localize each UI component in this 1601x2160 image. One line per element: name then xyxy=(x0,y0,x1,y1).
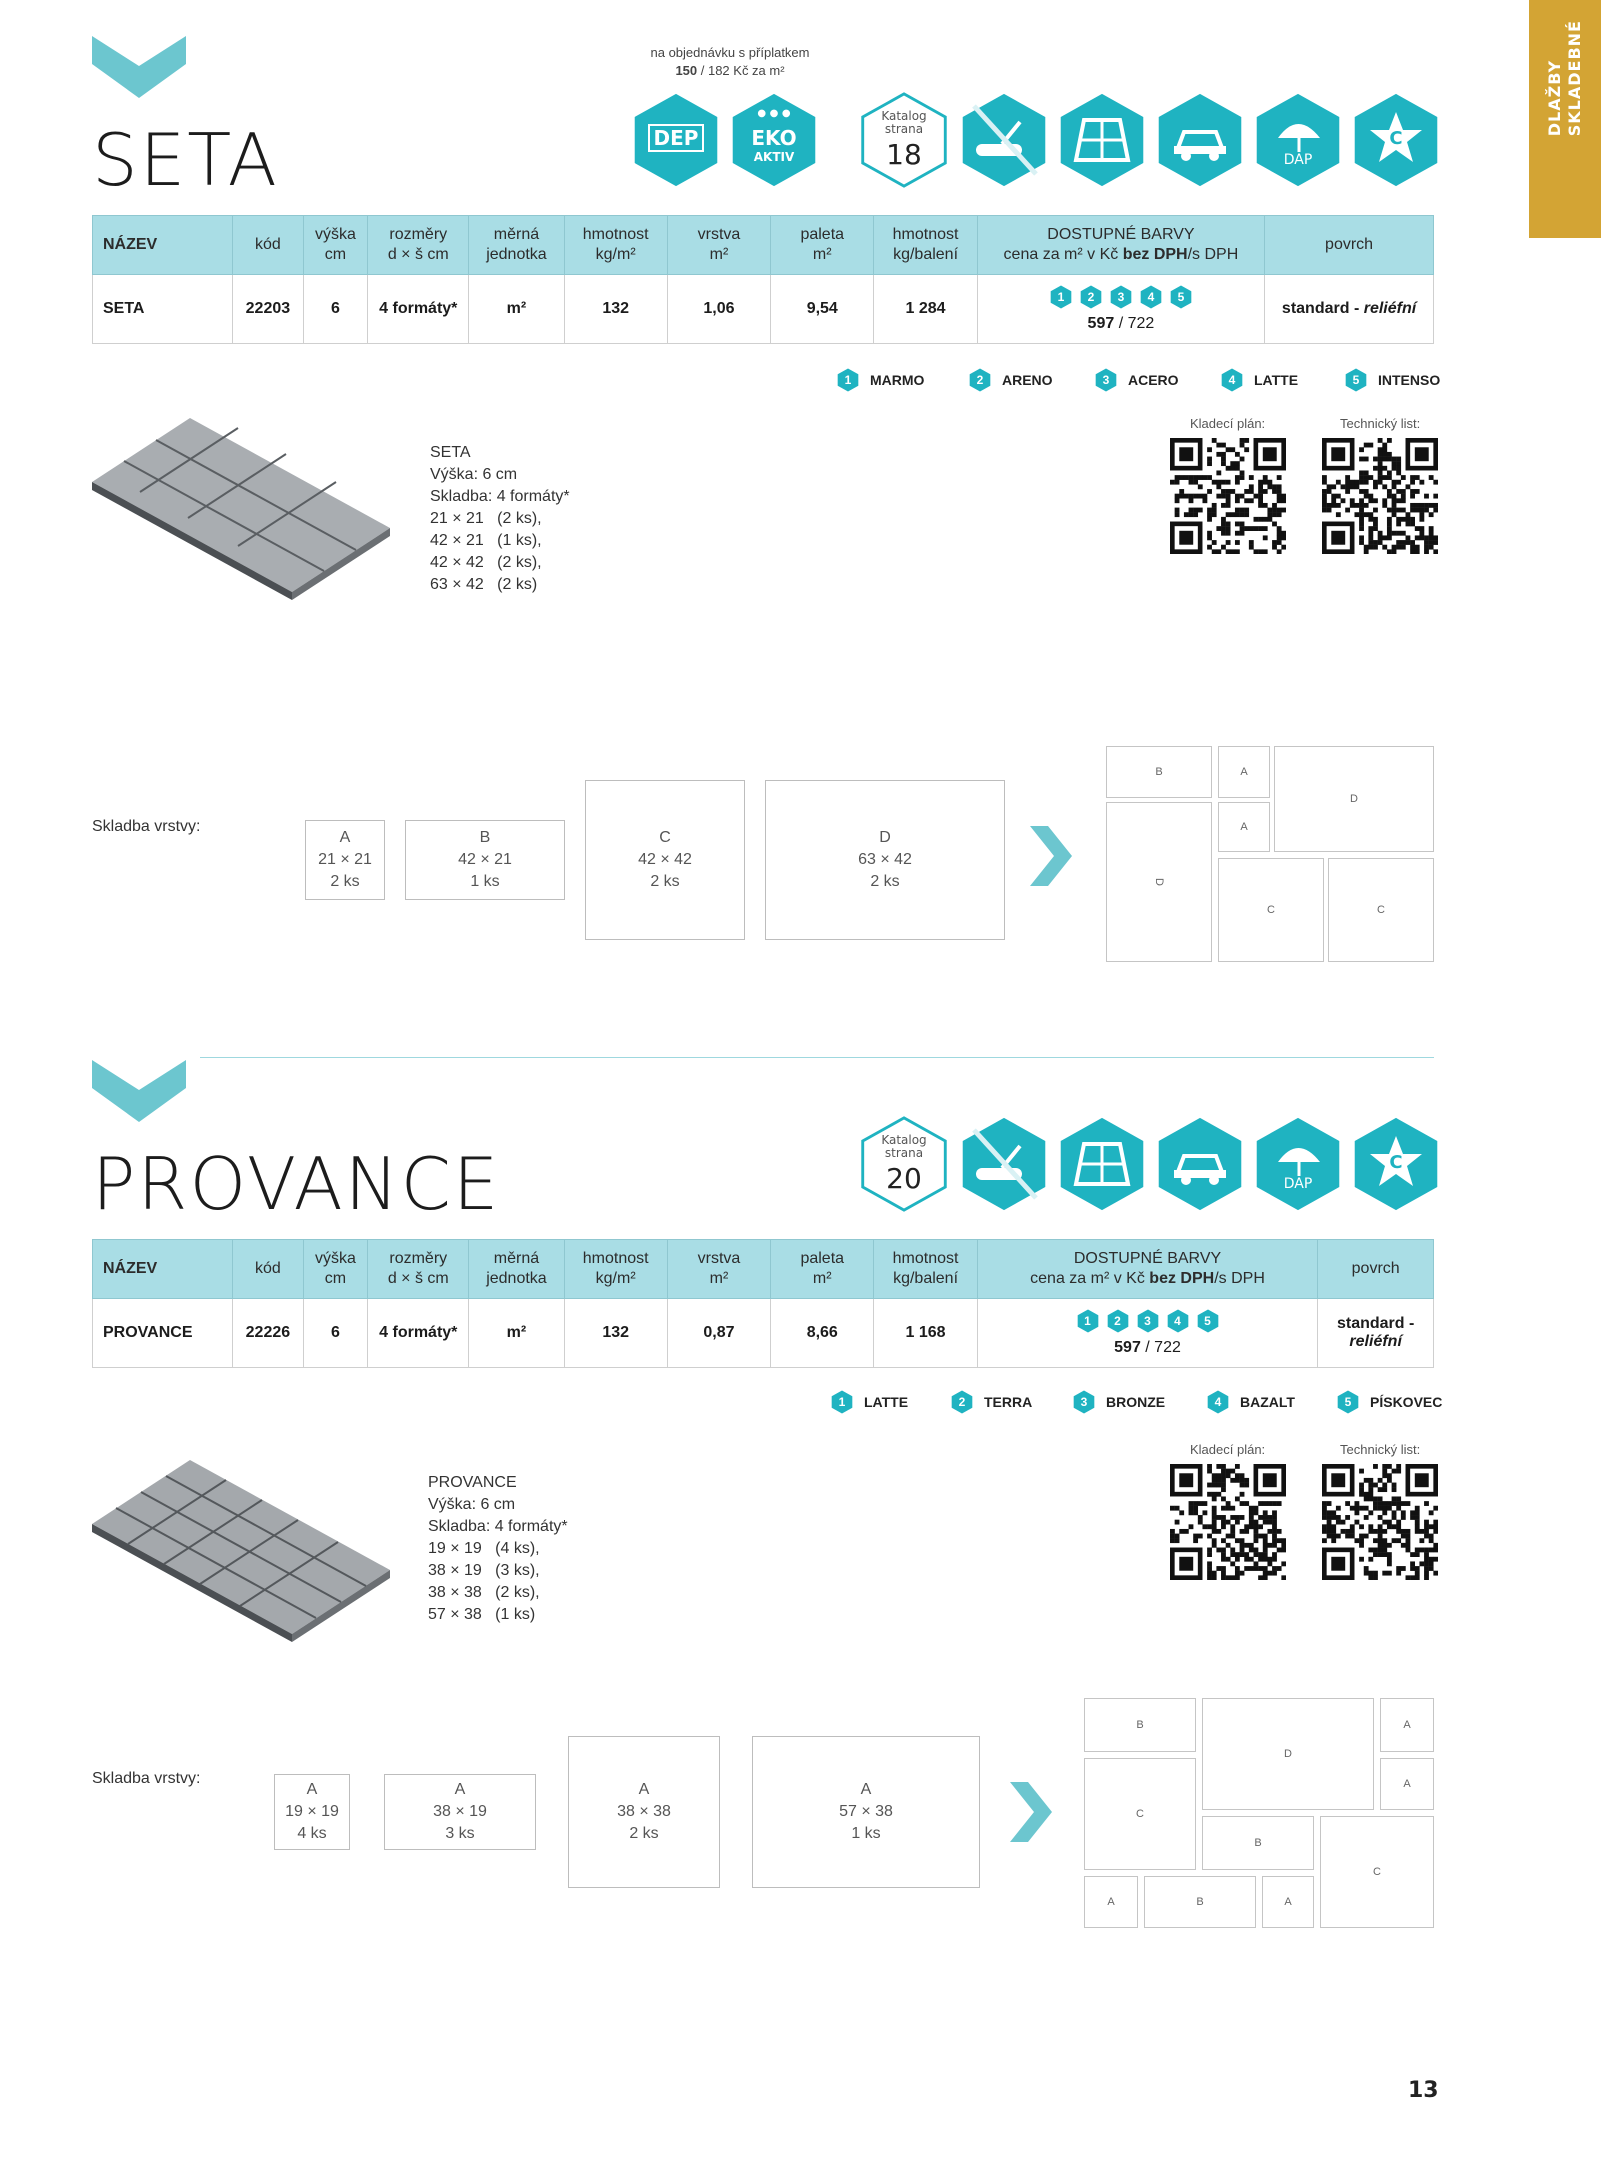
price-bold: 597 xyxy=(1087,315,1115,332)
barvy-sub-pre: cena za m² v Kč xyxy=(1003,246,1123,263)
cell-rozmery: 4 formáty* xyxy=(368,275,469,344)
kladeci-plan-label: Kladecí plán: xyxy=(1190,1442,1266,1457)
desc-line: SETA xyxy=(430,444,471,461)
col-jednotka: měrná jednotka xyxy=(469,1240,564,1299)
color-number-hex: 2 xyxy=(1106,1309,1130,1333)
cell-jednotka: m² xyxy=(469,1299,564,1368)
product-title-seta: SETA xyxy=(92,118,279,202)
barvy-sub-bold: bez DPH xyxy=(1149,1270,1215,1287)
color-legend-item: 1 MARMO xyxy=(836,368,924,392)
desc-line: 19 × 19 (4 ks), xyxy=(428,1540,540,1557)
format-box: A 19 × 19 4 ks xyxy=(274,1774,350,1850)
plan-tile: A xyxy=(1380,1758,1434,1810)
catalog-label: Katalog xyxy=(881,109,927,123)
car-traffic-icon xyxy=(1152,1116,1248,1212)
cell-hmotnost: 132 xyxy=(564,275,667,344)
table-row xyxy=(93,1299,1434,1368)
col-hmotnost-baleni: hmotnost kg/balení xyxy=(874,216,977,275)
price xyxy=(984,1339,1312,1357)
format-box: A 57 × 38 1 ks xyxy=(752,1736,980,1888)
paver-image-seta xyxy=(90,410,400,600)
desc-line: 57 × 38 (1 ks) xyxy=(428,1606,536,1623)
plan-tile: C xyxy=(1320,1816,1434,1928)
price xyxy=(984,315,1258,333)
plan-tile: B xyxy=(1106,746,1212,798)
plan-tile: D xyxy=(1202,1698,1374,1810)
eko-label: EKO xyxy=(751,126,797,150)
cell-nazev: PROVANCE xyxy=(93,1299,233,1368)
description-provance xyxy=(428,1472,568,1626)
catalog-page-badge xyxy=(856,1116,952,1212)
technicky-list-label: Technický list: xyxy=(1340,1442,1421,1457)
category-label: DLAŽBY SKLADEBNÉ xyxy=(1545,20,1584,137)
section-divider xyxy=(200,1057,1434,1058)
paving-pattern-icon xyxy=(1054,1116,1150,1212)
dap-umbrella-icon xyxy=(1250,92,1346,188)
color-legend-item: 4 LATTE xyxy=(1220,368,1298,392)
cell-povrch xyxy=(1318,1299,1434,1368)
quality-star-icon xyxy=(1348,1116,1444,1212)
arrow-right-icon xyxy=(1030,826,1072,886)
dep-label: DEP xyxy=(648,124,705,152)
color-number-hex: 5 xyxy=(1169,285,1193,309)
surcharge-price-bold: 150 xyxy=(675,63,698,78)
cell-rozmery: 4 formáty* xyxy=(368,1299,469,1368)
color-legend-item: 3 BRONZE xyxy=(1072,1390,1165,1414)
col-hmotnost: hmotnost kg/m² xyxy=(564,216,667,275)
table-row xyxy=(93,275,1434,344)
catalog-page-badge xyxy=(856,92,952,188)
desc-line: 38 × 38 (2 ks), xyxy=(428,1584,540,1601)
col-rozmery: rozměry d × š cm xyxy=(368,216,469,275)
plan-tile: D xyxy=(1106,802,1212,962)
desc-line: 63 × 42 (2 ks) xyxy=(430,576,538,593)
color-name: MARMO xyxy=(870,372,925,388)
col-vyska: výška cm xyxy=(303,1240,367,1299)
barvy-sub-bold: bez DPH xyxy=(1122,246,1188,263)
plan-tile: A xyxy=(1262,1876,1314,1928)
desc-line: 42 × 21 (1 ks), xyxy=(430,532,542,549)
format-box-c: C 42 × 42 2 ks xyxy=(585,780,745,940)
paver-image-provance xyxy=(90,1452,400,1642)
desc-line: Výška: 6 cm xyxy=(428,1496,516,1513)
cell-povrch xyxy=(1265,275,1434,344)
col-nazev: NÁZEV xyxy=(93,216,233,275)
chevron-icon xyxy=(92,36,186,98)
catalog-label: Katalog xyxy=(881,1133,927,1147)
format-box-d: D 63 × 42 2 ks xyxy=(765,780,1005,940)
cell-vrstva: 1,06 xyxy=(667,275,770,344)
cell-barvy xyxy=(977,1299,1318,1368)
col-povrch: povrch xyxy=(1318,1240,1434,1299)
price-bold: 597 xyxy=(1114,1339,1141,1356)
cell-vrstva: 0,87 xyxy=(667,1299,770,1368)
kladeci-plan-qr-code[interactable] xyxy=(1170,438,1286,554)
no-plate-compactor-icon xyxy=(956,92,1052,188)
col-nazev: NÁZEV xyxy=(93,1240,233,1299)
col-hmotnost-baleni: hmotnost kg/balení xyxy=(874,1240,977,1299)
car-traffic-icon xyxy=(1152,92,1248,188)
cell-jednotka: m² xyxy=(469,275,564,344)
color-legend-item: 5 INTENSO xyxy=(1344,368,1440,392)
eko-aktiv-badge-icon: ● ● ● EKO AKTIV xyxy=(726,92,822,188)
color-legend-item: 3 ACERO xyxy=(1094,368,1179,392)
col-povrch: povrch xyxy=(1265,216,1434,275)
color-name: ACERO xyxy=(1128,372,1179,388)
price-rest: / 722 xyxy=(1140,1339,1181,1356)
color-name: PÍSKOVEC xyxy=(1370,1394,1443,1410)
cell-vyska: 6 xyxy=(303,275,367,344)
color-number-hex: 4 xyxy=(1166,1309,1190,1333)
dap-label: DAP xyxy=(1283,152,1313,168)
paving-pattern-icon xyxy=(1054,92,1150,188)
plan-tile: C xyxy=(1084,1758,1196,1870)
color-number-row xyxy=(984,1309,1312,1333)
arrow-right-icon xyxy=(1010,1782,1052,1842)
povrch-standard: standard - xyxy=(1336,1315,1415,1332)
color-legend-item: 4 BAZALT xyxy=(1206,1390,1295,1414)
c-label: C xyxy=(1389,1152,1403,1173)
povrch-reliefni: reliéfní xyxy=(1349,1333,1402,1350)
price-rest: / 722 xyxy=(1114,315,1155,332)
col-kod: kód xyxy=(233,216,304,275)
plan-tile: A xyxy=(1380,1698,1434,1752)
desc-line: PROVANCE xyxy=(428,1474,517,1491)
surcharge-note xyxy=(620,44,840,80)
quality-star-icon xyxy=(1348,92,1444,188)
color-name: LATTE xyxy=(1254,372,1299,388)
col-rozmery: rozměry d × š cm xyxy=(368,1240,469,1299)
color-number-hex: 5 xyxy=(1196,1309,1220,1333)
kladeci-plan-qr-code[interactable] xyxy=(1170,1464,1286,1580)
color-number-hex: 4 xyxy=(1139,285,1163,309)
desc-line: Výška: 6 cm xyxy=(430,466,518,483)
col-vrstva: vrstva m² xyxy=(667,1240,770,1299)
cell-nazev: SETA xyxy=(93,275,233,344)
category-side-tab xyxy=(1529,0,1601,238)
c-label: C xyxy=(1389,128,1403,149)
cell-paleta: 8,66 xyxy=(771,1299,874,1368)
color-name: INTENSO xyxy=(1378,372,1441,388)
col-vyska: výška cm xyxy=(303,216,367,275)
page-label: strana xyxy=(884,122,924,136)
skladba-label: Skladba vrstvy: xyxy=(92,1770,201,1787)
plan-tile: C xyxy=(1218,858,1324,962)
barvy-title: DOSTUPNÉ BARVY xyxy=(1047,226,1195,243)
chevron-icon xyxy=(92,1060,186,1122)
desc-line: 38 × 19 (3 ks), xyxy=(428,1562,540,1579)
color-legend-item: 2 ARENO xyxy=(968,368,1053,392)
povrch-standard: standard - xyxy=(1281,300,1364,317)
spec-table-provance xyxy=(92,1239,1434,1368)
surcharge-note-line: na objednávku s příplatkem xyxy=(650,45,810,60)
dap-label: DAP xyxy=(1283,1176,1313,1192)
cell-hmotnost-baleni: 1 284 xyxy=(874,275,977,344)
barvy-sub-pre: cena za m² v Kč xyxy=(1030,1270,1150,1287)
color-number-hex: 1 xyxy=(1076,1309,1100,1333)
dap-umbrella-icon xyxy=(1250,1116,1346,1212)
col-kod: kód xyxy=(233,1240,304,1299)
desc-line: 21 × 21 (2 ks), xyxy=(430,510,542,527)
plan-tile: B xyxy=(1144,1876,1256,1928)
col-paleta: paleta m² xyxy=(771,1240,874,1299)
plan-tile: A xyxy=(1084,1876,1138,1928)
catalog-page-number: 18 xyxy=(886,138,922,171)
col-hmotnost: hmotnost kg/m² xyxy=(564,1240,667,1299)
cell-hmotnost-baleni: 1 168 xyxy=(874,1299,977,1368)
format-box-a: A 21 × 21 2 ks xyxy=(305,820,385,900)
povrch-reliefni: reliéfní xyxy=(1363,300,1417,317)
plan-tile: A xyxy=(1218,802,1270,852)
plan-tile: C xyxy=(1328,858,1434,962)
cell-paleta: 9,54 xyxy=(771,275,874,344)
format-box-b: B 42 × 21 1 ks xyxy=(405,820,565,900)
color-legend-item: 1 LATTE xyxy=(830,1390,908,1414)
technicky-list-label: Technický list: xyxy=(1340,416,1421,431)
desc-line: 42 × 42 (2 ks), xyxy=(430,554,542,571)
catalog-page-number: 20 xyxy=(886,1162,922,1195)
cell-hmotnost: 132 xyxy=(564,1299,667,1368)
color-number-hex: 2 xyxy=(1079,285,1103,309)
barvy-sub-post: /s DPH xyxy=(1214,1270,1265,1287)
color-name: BRONZE xyxy=(1106,1394,1166,1410)
barvy-title: DOSTUPNÉ BARVY xyxy=(1073,1250,1222,1267)
barvy-sub-post: /s DPH xyxy=(1187,246,1239,263)
color-legend-item: 2 TERRA xyxy=(950,1390,1032,1414)
cell-kod: 22203 xyxy=(233,275,304,344)
color-name: ARENO xyxy=(1002,372,1053,388)
col-jednotka: měrná jednotka xyxy=(469,216,564,275)
skladba-label: Skladba vrstvy: xyxy=(92,818,201,835)
color-legend-item: 5 PÍSKOVEC xyxy=(1336,1390,1442,1414)
col-barvy xyxy=(977,1240,1318,1299)
color-number-row xyxy=(984,285,1258,309)
format-box: A 38 × 19 3 ks xyxy=(384,1774,536,1850)
page-number: 13 xyxy=(1408,2078,1439,2103)
product-title-provance: PROVANCE xyxy=(92,1142,501,1226)
col-vrstva: vrstva m² xyxy=(667,216,770,275)
desc-line: Skladba: 4 formáty* xyxy=(430,488,570,505)
color-number-hex: 1 xyxy=(1049,285,1073,309)
cell-kod: 22226 xyxy=(233,1299,304,1368)
aktiv-label: AKTIV xyxy=(753,150,795,164)
spec-table-seta xyxy=(92,215,1434,344)
technicky-list-qr-code[interactable] xyxy=(1322,438,1438,554)
page-label: strana xyxy=(884,1146,924,1160)
color-number-hex: 3 xyxy=(1109,285,1133,309)
plan-tile: B xyxy=(1202,1816,1314,1870)
col-barvy xyxy=(977,216,1264,275)
no-plate-compactor-icon xyxy=(956,1116,1052,1212)
kladeci-plan-label: Kladecí plán: xyxy=(1190,416,1266,431)
color-name: LATTE xyxy=(864,1394,909,1410)
format-box: A 38 × 38 2 ks xyxy=(568,1736,720,1888)
technicky-list-qr-code[interactable] xyxy=(1322,1464,1438,1580)
col-paleta: paleta m² xyxy=(771,216,874,275)
description-seta xyxy=(430,442,570,596)
surcharge-price-rest: / 182 Kč za m² xyxy=(697,63,785,78)
dep-badge-icon xyxy=(628,92,724,188)
plan-tile: A xyxy=(1218,746,1270,798)
color-name: BAZALT xyxy=(1240,1394,1295,1410)
cell-barvy xyxy=(977,275,1264,344)
color-number-hex: 3 xyxy=(1136,1309,1160,1333)
desc-line: Skladba: 4 formáty* xyxy=(428,1518,568,1535)
cell-vyska: 6 xyxy=(303,1299,367,1368)
plan-tile: B xyxy=(1084,1698,1196,1752)
plan-tile: D xyxy=(1274,746,1434,852)
color-name: TERRA xyxy=(984,1394,1033,1410)
